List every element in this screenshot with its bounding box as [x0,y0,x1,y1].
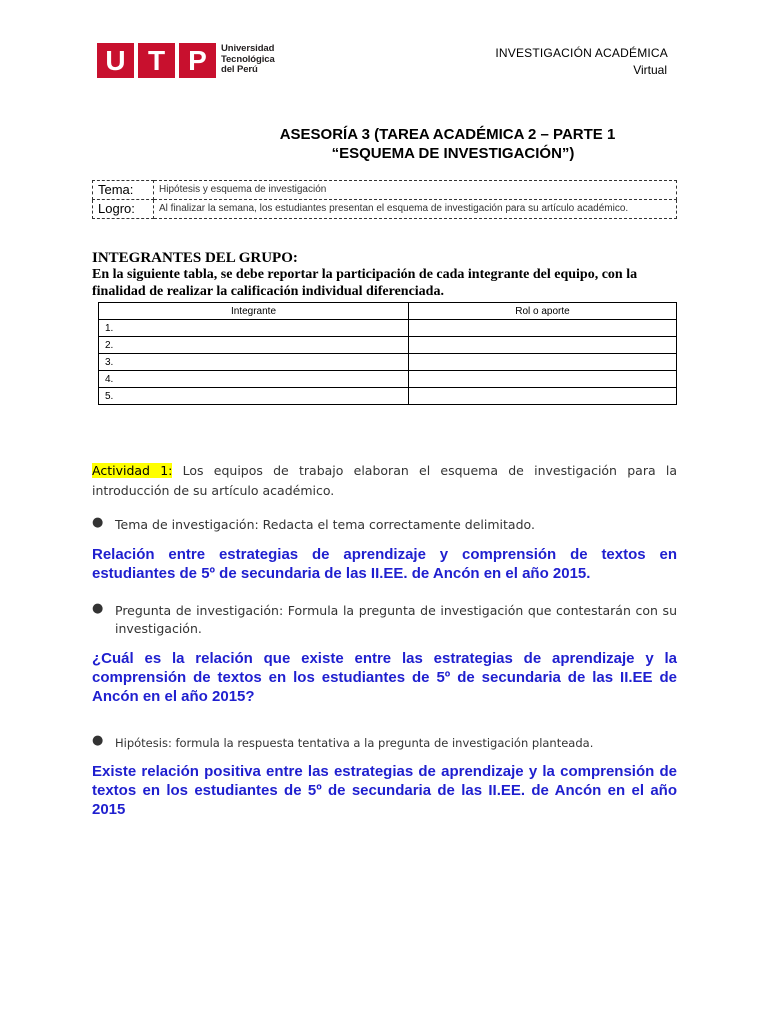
header-course: INVESTIGACIÓN ACADÉMICA [495,46,668,60]
role-cell[interactable] [409,371,677,388]
integrantes-description: En la siguiente tabla, se debe reportar la participación de cada integrante del equipo, con la finalidad de realizar la calificación individual diferenciada. [92,267,638,299]
logo-wordmark [221,44,275,76]
members-table [98,302,677,405]
bullet-prompt: Hipótesis: formula la respuesta tentativa a la pregunta de investigación planteada. [115,736,594,750]
column-header-integrante: Integrante [99,303,409,320]
member-cell[interactable]: 2. [99,337,409,354]
integrantes-title: INTEGRANTES DEL GRUPO: [92,250,298,266]
role-cell[interactable] [409,337,677,354]
member-cell[interactable]: 4. [99,371,409,388]
table-row [99,320,677,337]
answer-text: Relación entre estrategias de aprendizaje y comprensión de textos en estudiantes de 5º de secundaria de las II.EE. de Ancón en el año 2015. [92,546,677,582]
members-header-row [99,303,677,320]
answer-text: ¿Cuál es la relación que existe entre las estrategias de aprendizaje y la comprensión de textos en los estudiantes de 5º de secundaria de las II.EE de Ancón en el año 2015? [92,650,677,705]
logo-line-2: Tecnológica [221,53,275,65]
tema-label: Tema: [93,181,154,200]
column-header-rol: Rol o aporte [409,303,677,320]
logo-line-3: del Perú [221,64,258,75]
role-cell[interactable] [409,354,677,371]
activity-paragraph [92,461,677,501]
activity-text: Los equipos de trabajo elaboran el esquema de investigación para la introducción de su artículo académico. [92,463,677,498]
table-row [99,354,677,371]
bullet-prompt: Tema de investigación: Redacta el tema correctamente delimitado. [115,517,535,532]
activity-label: Actividad 1: [92,463,173,478]
utp-logo [97,43,283,79]
tema-value: Hipótesis y esquema de investigación [154,181,677,200]
table-row [99,337,677,354]
document-title-line2: “ESQUEMA DE INVESTIGACIÓN”) [331,145,575,162]
bullet-icon: ● [92,515,104,530]
logro-value: Al finalizar la semana, los estudiantes presentan el esquema de investigación para su artículo académico. [154,200,677,219]
role-cell[interactable] [409,320,677,337]
member-cell[interactable]: 3. [99,354,409,371]
logro-label: Logro: [93,200,154,219]
logo-letter-u: U [97,43,134,78]
logo-letter-t: T [138,43,175,78]
bullet-icon: ● [92,733,104,748]
info-row-tema [93,181,677,200]
table-row [99,388,677,405]
logo-letter-p: P [179,43,216,78]
logo-line-1: Universidad [221,43,275,54]
bullet-icon: ● [92,601,104,616]
header-modality: Virtual [633,63,667,77]
member-cell[interactable]: 5. [99,388,409,405]
bullet-prompt: Pregunta de investigación: Formula la pregunta de investigación que contestarán con su investigación. [115,603,677,636]
info-row-logro [93,200,677,219]
role-cell[interactable] [409,388,677,405]
answer-text: Existe relación positiva entre las estrategias de aprendizaje y la comprensión de textos en los estudiantes de 5º de secundaria de las II.EE. de Ancón en el año 2015 [92,763,677,818]
document-title-line1 [0,126,768,143]
document-title-text: ASESORÍA 3 (TAREA ACADÉMICA 2 – PARTE 1 [279,126,616,143]
member-cell[interactable]: 1. [99,320,409,337]
table-row [99,371,677,388]
info-table [92,180,677,219]
